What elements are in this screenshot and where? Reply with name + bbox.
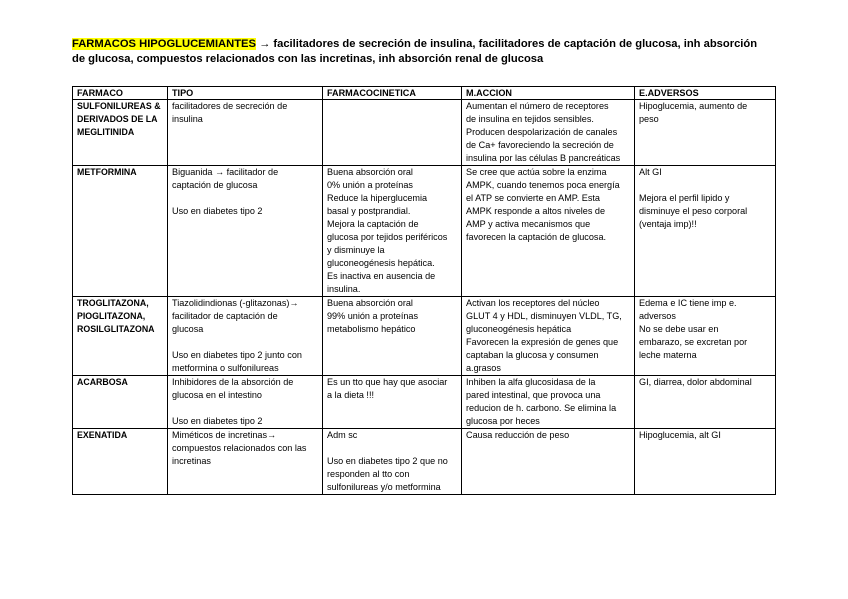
cell-farmaco: SULFONILUREAS & DERIVADOS DE LA MEGLITINIDA — [73, 100, 168, 166]
cell-farmacocinetica: Es un tto que hay que asociar a la dieta !!! — [323, 376, 462, 429]
cell-efectos-adversos: GI, diarrea, dolor abdominal — [635, 376, 776, 429]
table-row — [73, 429, 776, 495]
table-row — [73, 376, 776, 429]
cell-tipo: Tiazolidindionas (-glitazonas)→ facilitador de captación de glucosa Uso en diabetes tipo 2 junto con metformina o sulfonilureas — [168, 297, 323, 376]
table-header-row — [73, 87, 776, 100]
header-farmaco: FARMACO — [73, 87, 168, 100]
cell-tipo: Inhibidores de la absorción de glucosa en el intestino Uso en diabetes tipo 2 — [168, 376, 323, 429]
cell-farmaco: TROGLITAZONA, PIOGLITAZONA, ROSILGLITAZONA — [73, 297, 168, 376]
header-farmacocinetica: FARMACOCINETICA — [323, 87, 462, 100]
cell-farmacocinetica: Adm sc Uso en diabetes tipo 2 que no responden al tto con sulfonilureas y/o metformina — [323, 429, 462, 495]
heading-text: → facilitadores de secreción de insulina, facilitadores de captación de glucosa, inh absorción de glucosa, compuestos relacionados con las incretinas, inh absorción renal de glucosa — [72, 38, 758, 65]
cell-mecanismo-accion: Causa reducción de peso — [462, 429, 635, 495]
cell-farmacocinetica — [323, 100, 462, 166]
cell-farmacocinetica: Buena absorción oral 99% unión a proteínas metabolismo hepático — [323, 297, 462, 376]
table-row — [73, 100, 776, 166]
drug-table — [72, 86, 776, 495]
cell-efectos-adversos: Hipoglucemia, aumento de peso — [635, 100, 776, 166]
heading-highlight: FARMACOS HIPOGLUCEMIANTES — [72, 38, 256, 50]
cell-mecanismo-accion: Se cree que actúa sobre la enzima AMPK, cuando tenemos poca energía el ATP se convierte en AMP. Esta AMPK responde a altos niveles de AMP y activa mecanismos que favorecen la captación de glucosa. — [462, 166, 635, 297]
cell-farmaco: EXENATIDA — [73, 429, 168, 495]
cell-mecanismo-accion: Inhiben la alfa glucosidasa de la pared intestinal, que provoca una reducion de h. carbono. Se elimina la glucosa por heces — [462, 376, 635, 429]
cell-farmaco: METFORMINA — [73, 166, 168, 297]
page-heading — [72, 37, 772, 67]
table-row — [73, 166, 776, 297]
cell-efectos-adversos: Edema e IC tiene imp e. adversos No se debe usar en embarazo, se excretan por leche materna — [635, 297, 776, 376]
cell-efectos-adversos: Hipoglucemia, alt GI — [635, 429, 776, 495]
header-mecanismo-accion: M.ACCION — [462, 87, 635, 100]
cell-efectos-adversos: Alt GI Mejora el perfil lipido y disminuye el peso corporal (ventaja imp)!! — [635, 166, 776, 297]
cell-farmaco: ACARBOSA — [73, 376, 168, 429]
cell-tipo: Miméticos de incretinas→ compuestos relacionados con las incretinas — [168, 429, 323, 495]
cell-tipo: Biguanida → facilitador de captación de glucosa Uso en diabetes tipo 2 — [168, 166, 323, 297]
cell-tipo: facilitadores de secreción de insulina — [168, 100, 323, 166]
header-efectos-adversos: E.ADVERSOS — [635, 87, 776, 100]
cell-mecanismo-accion: Aumentan el número de receptores de insulina en tejidos sensibles. Producen despolarización de canales de Ca+ favoreciendo la secreción de insulina por las células B pancreáticas — [462, 100, 635, 166]
table-row — [73, 297, 776, 376]
cell-mecanismo-accion: Activan los receptores del núcleo GLUT 4 y HDL, disminuyen VLDL, TG, gluconeogénesis hepática Favorecen la expresión de genes que captaban la glucosa y consumen a.grasos — [462, 297, 635, 376]
header-tipo: TIPO — [168, 87, 323, 100]
cell-farmacocinetica: Buena absorción oral 0% unión a proteínas Reduce la hiperglucemia basal y postprandial. Mejora la captación de glucosa por tejidos periféricos y disminuye la gluconeogénesis hepática. Es inactiva en ausencia de insulina. — [323, 166, 462, 297]
